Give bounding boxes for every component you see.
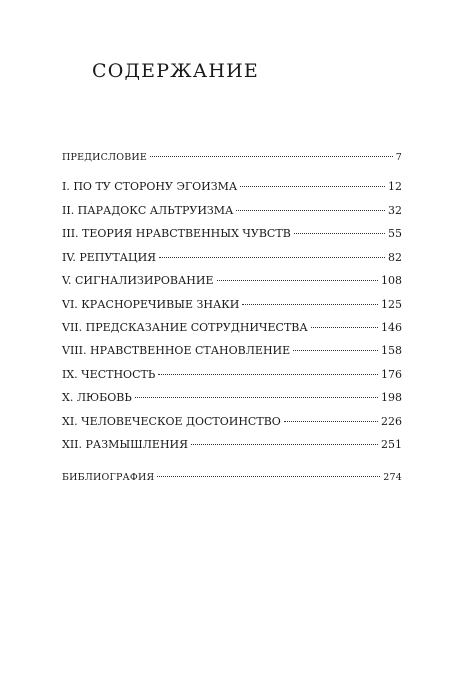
dot-leader: [150, 156, 393, 157]
dot-leader: [135, 397, 378, 398]
toc-page-number: 251: [381, 438, 402, 451]
toc-page-number: 146: [381, 321, 402, 334]
dot-leader: [159, 257, 385, 258]
toc-label: II. ПАРАДОКС АЛЬТРУИЗМА: [62, 204, 234, 217]
toc-label: ПРЕДИСЛОВИЕ: [62, 152, 148, 163]
toc-chapter: [62, 227, 402, 241]
toc-chapter: [62, 344, 402, 358]
dot-leader: [311, 327, 378, 328]
dot-leader: [158, 374, 378, 375]
toc-label: XII. РАЗМЫШЛЕНИЯ: [62, 438, 189, 451]
toc-label: БИБЛИОГРАФИЯ: [62, 472, 155, 483]
toc-page-number: 108: [381, 274, 402, 287]
toc-page-number: 226: [381, 415, 402, 428]
toc-page-number: 55: [388, 227, 402, 240]
dot-leader: [242, 304, 378, 305]
toc-page-number: 125: [381, 298, 402, 311]
dot-leader: [240, 186, 385, 187]
toc-bibliography: [62, 471, 402, 485]
toc-label: I. ПО ТУ СТОРОНУ ЭГОИЗМА: [62, 180, 238, 193]
toc-chapter: [62, 204, 402, 218]
toc-page-number: 32: [388, 204, 402, 217]
toc-page-number: 176: [381, 368, 402, 381]
toc-chapter: [62, 298, 402, 312]
toc-label: XI. ЧЕЛОВЕЧЕСКОЕ ДОСТОИНСТВО: [62, 415, 281, 428]
toc-chapter: [62, 415, 402, 429]
toc-label: IX. ЧЕСТНОСТЬ: [62, 368, 156, 381]
dot-leader: [236, 210, 385, 211]
toc-chapter: [62, 274, 402, 288]
toc-chapter: [62, 321, 402, 335]
dot-leader: [191, 444, 378, 445]
toc-label: X. ЛЮБОВЬ: [62, 391, 132, 404]
dot-leader: [293, 350, 378, 351]
toc-label: VI. КРАСНОРЕЧИВЫЕ ЗНАКИ: [62, 298, 240, 311]
toc-chapter: [62, 180, 402, 194]
toc-chapter: [62, 391, 402, 405]
dot-leader: [217, 280, 379, 281]
toc-page-number: 158: [381, 344, 402, 357]
toc-page-number: 198: [381, 391, 402, 404]
toc-chapter: [62, 251, 402, 265]
toc-page-number: 82: [388, 251, 402, 264]
toc-preface: [62, 151, 402, 165]
dot-leader: [294, 233, 385, 234]
toc-page-number: 274: [383, 472, 402, 483]
toc-label: IV. РЕПУТАЦИЯ: [62, 251, 157, 264]
toc-chapter: [62, 368, 402, 382]
toc-page-number: 7: [395, 152, 402, 163]
dot-leader: [157, 476, 380, 477]
toc-label: VII. ПРЕДСКАЗАНИЕ СОТРУДНИЧЕСТВА: [62, 321, 308, 334]
toc-label: VIII. НРАВСТВЕННОЕ СТАНОВЛЕНИЕ: [62, 344, 291, 357]
toc-label: V. СИГНАЛИЗИРОВАНИЕ: [62, 274, 214, 287]
toc-chapter: [62, 438, 402, 452]
toc-page-number: 12: [388, 180, 402, 193]
dot-leader: [284, 421, 378, 422]
toc-label: III. ТЕОРИЯ НРАВСТВЕННЫХ ЧУВСТВ: [62, 227, 291, 240]
page-title: СОДЕРЖАНИЕ: [92, 60, 259, 82]
